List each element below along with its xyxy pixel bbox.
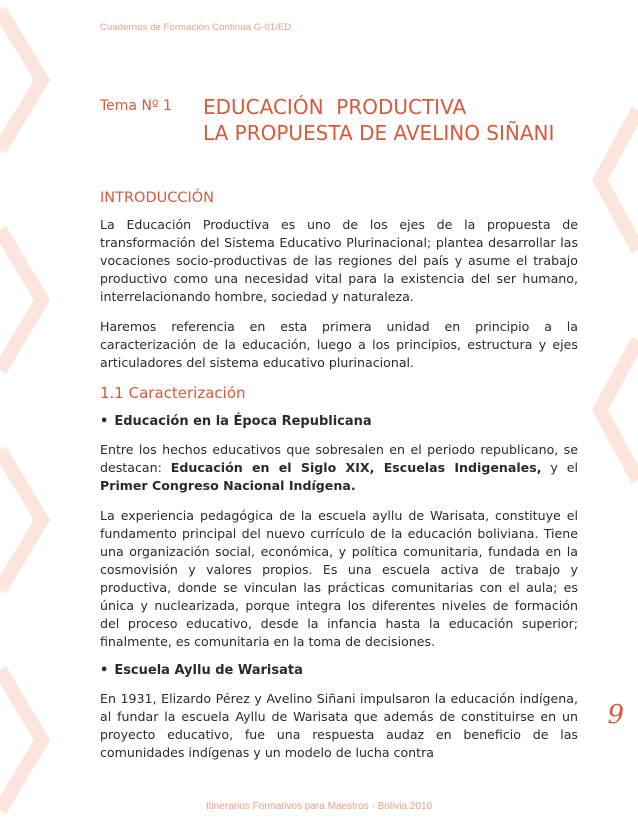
bullet-icon: • xyxy=(100,663,109,678)
left-chevron-2 xyxy=(0,230,42,370)
text-run: Entre los hechos educativos que sobresalen en el periodo republicano, se destacan: xyxy=(100,442,578,475)
paragraph-intro-1: La Educación Productiva es uno de los ejes de la propuesta de transformación del Sistema Educativo Plurinacional; plantea desarrollar las vocaciones socio-productivas de las regiones del país y asume el trabajo productivo como una necesidad vital para la existencia del ser humano, interrelacionando hombre, sociedad y naturaleza. xyxy=(100,217,578,304)
paragraph-hechos-educativos xyxy=(100,441,578,495)
running-header: Cuadernos de Formación Continua G-01/ED xyxy=(100,22,292,33)
section-heading-introduccion: INTRODUCCIÓN xyxy=(100,190,215,206)
main-content xyxy=(100,190,578,774)
left-chevron-4 xyxy=(0,670,42,810)
paragraph-intro-2: Haremos referencia en esta primera unidad en principio a la caracterización de la educación, luego a los principios, estructura y ejes articuladores del sistema educativo plurinacional. xyxy=(100,319,578,370)
right-chevron-1 xyxy=(600,110,638,250)
bullet-heading-escuela-ayllu xyxy=(100,663,578,678)
section-heading-caracterizacion: 1.1 Caracterización xyxy=(100,384,246,402)
title-line-2: LA PROPUESTA DE AVELINO SIÑANI xyxy=(203,121,555,145)
text-run: y el xyxy=(541,460,578,475)
left-chevron-3 xyxy=(0,450,42,590)
running-footer: Itinerarios Formativos para Maestros - Bolivia 2010 xyxy=(205,801,433,812)
title-line-1: EDUCACIÓN PRODUCTIVA xyxy=(203,95,467,119)
page-number: 9 xyxy=(607,700,624,730)
bullet-icon: • xyxy=(100,414,109,429)
bullet-label: Educación en la Época Republicana xyxy=(114,414,372,429)
page-title xyxy=(203,94,554,146)
paragraph-warisata-experiencia: La experiencia pedagógica de la escuela ayllu de Warisata, constituye el fundamento principal del nuevo currículo de la educación boliviana. Tiene una organización social, económica, y política comunitaria, fundada en la cosmovisión y valores propios. Es una escuela activa de trabajo y productiva, donde se vinculan las prácticas comunitarias con el aula; es única y nuclearizada, porque integra los diferentes niveles de formación del proceso educativo, desde la infancia hasta la educación superior; finalmente, es comunitaria en la toma de decisiones. xyxy=(100,508,578,649)
bullet-label: Escuela Ayllu de Warisata xyxy=(114,663,303,678)
tema-label: Tema Nº 1 xyxy=(100,98,172,114)
left-chevron-1 xyxy=(0,10,42,150)
bold-text: Educación en el Siglo XIX, Escuelas Indigenales, xyxy=(170,460,542,475)
bold-text: Primer Congreso Nacional Indígena. xyxy=(100,478,356,493)
right-chevron-2 xyxy=(600,340,638,480)
paragraph-warisata-1931: En 1931, Elizardo Pérez y Avelino Siñani impulsaron la educación indígena, al fundar la escuela Ayllu de Warisata que además de constituirse en un proyecto educativo, fue una respuesta audaz en beneficio de las comunidades indígenas y un modelo de lucha contra xyxy=(100,691,578,760)
bullet-heading-epoca-republicana xyxy=(100,414,578,429)
